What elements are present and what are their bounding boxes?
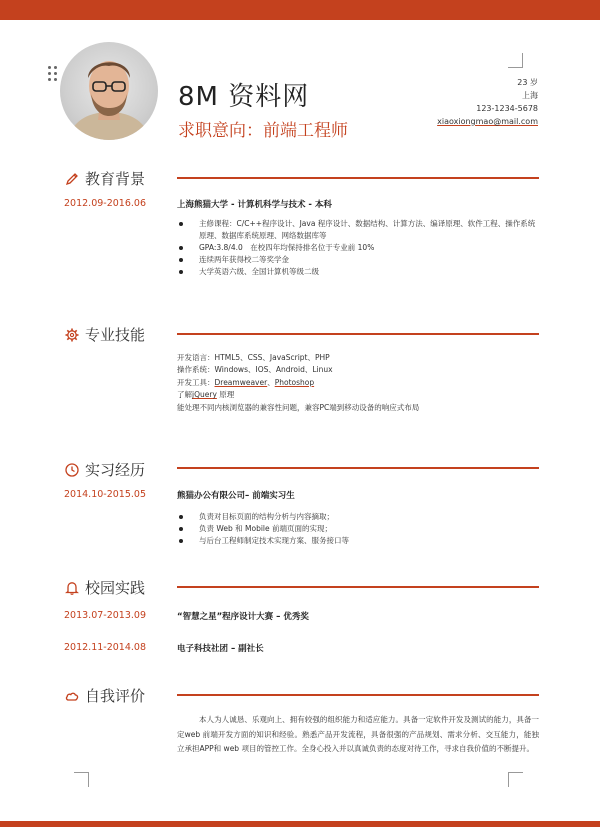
- skill-tool-dreamweaver: Dreamweaver: [214, 377, 268, 387]
- list-item: 大学英语六级、全国计算机等级二级: [177, 266, 539, 278]
- avatar: [60, 42, 158, 140]
- skill-jquery-name: jQuery: [192, 390, 217, 400]
- self-evaluation-text: 本人为人诚恳、乐观向上、拥有较强的组织能力和适应能力。具备一定软件开发及测试的能力，具备一定web 前端开发方面的知识和经验。熟悉产品开发流程，具备很强的产品规划、需求分析、交互能力，能独立承担APP和 web 项目的管控工作。全身心投入并以真诚负责的态度对待工作，寻求自我价值的不断提升。: [177, 715, 539, 753]
- pencil-icon: [64, 171, 80, 187]
- list-item: 负责 Web 和 Mobile 前端页面的实现；: [177, 523, 539, 535]
- internship-divider: [177, 467, 539, 469]
- education-divider: [177, 177, 539, 179]
- bottom-accent-bar: [0, 821, 600, 827]
- skills-divider: [177, 333, 539, 335]
- internship-date: 2014.10-2015.05: [64, 489, 146, 500]
- skill-tool-photoshop: Photoshop: [274, 377, 315, 387]
- skill-tools-separator: 、: [267, 377, 275, 387]
- campus-date-1: 2013.07-2013.09: [64, 610, 146, 621]
- skill-jquery-prefix: 了解: [177, 390, 192, 400]
- list-item: 负责对目标页面的结构分析与内容摘取；: [177, 511, 539, 523]
- drag-handle-icon[interactable]: [48, 66, 60, 84]
- education-title: 教育背景: [85, 170, 146, 188]
- campus-divider: [177, 586, 539, 588]
- skill-languages: 开发语言：HTML5、CSS、JavaScript、PHP: [177, 353, 330, 362]
- crop-mark-bottom-right: [508, 772, 523, 787]
- list-item: 与后台工程师制定技术实现方案、服务接口等: [177, 535, 539, 547]
- campus-heading: [64, 577, 145, 598]
- job-intent: 求职意向：前端工程师: [178, 121, 348, 141]
- top-accent-bar: [0, 0, 600, 20]
- city-text: 上海: [522, 91, 538, 100]
- skills-heading: [64, 324, 145, 345]
- campus-entry-1: “智慧之星”程序设计大赛 – 优秀奖: [177, 612, 309, 622]
- campus-date-2: 2012.11-2014.08: [64, 642, 146, 653]
- email-text: xiaoxiongmao@mail.com: [437, 117, 538, 126]
- contact-info: [437, 76, 538, 128]
- skill-os: 操作系统：Windows、IOS、Android、Linux: [177, 365, 333, 375]
- clock-icon: [64, 462, 80, 478]
- internship-title: 实习经历: [85, 461, 146, 479]
- skills-title: 专业技能: [85, 326, 146, 344]
- skill-tools-label: 开发工具：: [177, 377, 215, 387]
- internship-bullets: [177, 511, 539, 547]
- age-text: 23 岁: [517, 78, 538, 87]
- crop-mark-top-right: [508, 53, 523, 68]
- gear-icon: [64, 327, 80, 343]
- campus-title: 校园实践: [85, 579, 146, 597]
- list-item: 连续两年获得校二等奖学金: [177, 254, 539, 266]
- skills-list: [177, 352, 539, 414]
- bell-icon: [64, 580, 80, 596]
- internship-heading: [64, 459, 145, 480]
- phone-text: 123-1234-5678: [476, 104, 538, 113]
- self-title: 自我评价: [85, 687, 146, 705]
- education-bullets: [177, 218, 539, 278]
- skill-jquery: [177, 389, 539, 401]
- education-date: 2012.09-2016.06: [64, 198, 146, 209]
- self-heading: [64, 685, 145, 706]
- crop-mark-bottom-left: [74, 772, 89, 787]
- list-item: 主修课程：C/C++程序设计、Java 程序设计、数据结构、计算方法、编译原理、软件工程、操作系统原理、数据库系统原理、网络数据库等: [177, 218, 539, 242]
- candidate-name: 8M 资料网: [178, 82, 310, 112]
- cloud-icon: [64, 688, 80, 704]
- list-item: GPA:3.8/4.0 在校四年均保持排名位于专业前 10%: [177, 242, 539, 254]
- internship-entry: 熊猫办公有限公司– 前端实习生: [177, 491, 295, 501]
- self-divider: [177, 694, 539, 696]
- education-heading: [64, 168, 145, 189]
- skill-compat: 能处理不同内核浏览器的兼容性问题，兼容PC端到移动设备的响应式布局: [177, 402, 420, 412]
- campus-entry-2: 电子科技社团 – 副社长: [177, 644, 264, 654]
- skill-tools: [177, 377, 539, 389]
- skill-jquery-suffix: 原理: [216, 390, 235, 400]
- education-entry: 上海熊猫大学 - 计算机科学与技术 - 本科: [177, 200, 332, 210]
